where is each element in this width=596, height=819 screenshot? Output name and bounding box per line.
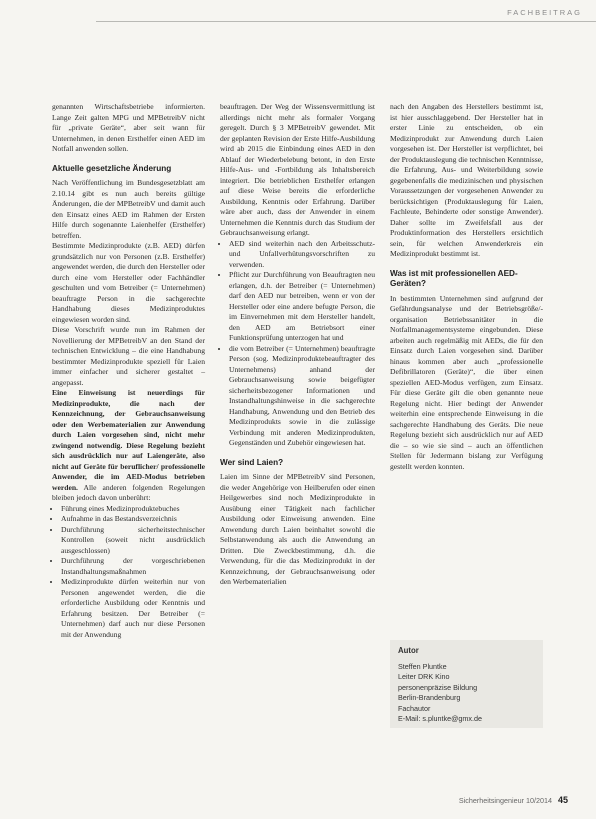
- header-divider: [96, 21, 596, 22]
- column-2: [220, 102, 375, 588]
- paragraph: Laien im Sinne der MPBetreibV sind Personen, die weder Angehörige von Heilberufen oder einen Heilgewerbes sind noch Medizinprodukte in Ausübung einer Tätigkeit nach fachlicher Ausbildung oder Einweisung anwenden. Eine Anwendung durch Laien beinhaltet sowohl die Selbstanwendung als auch die Anwendung an Dritten. Die Zweckbestimmung, d.h. die Verwendung, für die das Medizinprodukt in der Kennzeichnung, der Gebrauchsanweisung oder den Werbematerialien: [220, 472, 375, 586]
- column-3: [390, 102, 543, 472]
- list-item: • Durchführung sicherheitstechnischer Kontrollen (soweit nicht ausdrücklich ausgeschlossen): [61, 525, 205, 557]
- list-item: • Führung eines Medizinproduktebuches: [61, 504, 205, 515]
- author-line: personenpräzise Bildung: [398, 682, 478, 692]
- page-footer: [459, 795, 568, 805]
- author-line: Leiter DRK Kino: [398, 672, 450, 682]
- journal-name: Sicherheitsingenieur 10/2014: [458, 796, 552, 805]
- page-number: 45: [557, 795, 568, 805]
- section-heading: Was ist mit professionellen AED-Geräten?: [390, 268, 518, 288]
- paragraph: beauftragen. Der Weg der Wissensvermittlung ist allerdings nicht mehr als formaler Vorgang geregelt. Durch § 3 MPBetreibV gewendet. Mit der geplanten Revision der Erste Hilfe-Ausbildung wird ab 2015 die Einbindung eines AED in den Ablauf der Wiederbelebung betont, in den Erste Hilfe-Aus- und -Fortbildung als Inhaltsbereich integriert. Die betrieblichen Ersthelfer erlangen auf diese Weise bereits die erforderliche Ausbildung, Kenntnis oder Erfahrung. Darüber wäre aber auch, dass der Anwender in einem Unternehmen die Kenntnis durch das Studium der Gebrauchsanweisung erlangt.: [220, 102, 375, 237]
- paragraph: genannten Wirtschaftsbetriebe informierten. Lange Zeit galten MPG und MPBetreibV nicht für „private Geräte“, aber seit wann für Unternehmen, in denen Ersthelfer einen AED im Notfall anwenden sollen.: [52, 102, 205, 153]
- author-details: [398, 662, 482, 724]
- paragraph: Nach Veröffentlichung im Bundesgesetzblatt am 2.10.14 gibt es nun auch bereits gültige Änderungen, die der MPBetreibV und damit auch den Einsatz eines AED im Rahmen der Ersten Hilfe durch sogenannte Laienhelfer (Ersthelfer) betreffen.: [52, 178, 205, 240]
- paragraph: Diese Vorschrift wurde nun im Rahmen der Novellierung der MPBetreibV an den Stand der technischen Entwicklung – die eine Handhabung bestimmter Medizinprodukte speziell für Laien immer einfacher und sicherer gestaltet – angepasst.: [52, 325, 205, 387]
- paragraph: Bestimmte Medizinprodukte (z.B. AED) dürfen grundsätzlich nur von Personen (z.B. Ersthelfer) angewendet werden, die durch den Hersteller oder durch eine vom Hersteller oder Fachhändler geschulten und vom Betreiber (= Unternehmen) beauftragte Person in die sachgerechte Handhabung dieses Medizinproduktes eingewiesen worden sind.: [52, 241, 205, 324]
- list-item: • Pflicht zur Durchführung von Beauftragten neu erlangen, d.h. der Betreiber (= Unternehmen) darf den AED nur betreiben, wenn er von der Hersteller oder eine andere befugte Person, die im Einvernehmen mit dem Hersteller handelt, den AED am Betriebsort einer Funktionsprüfung unterzogen hat und: [229, 270, 375, 344]
- list-item: • die vom Betreiber (= Unternehmen) beauftragte Person (sog. Medizinproduktebeauftragter des Unternehmens) anhand der Gebrauchsanweisung sowie beigefügter sicherheitsbezogener Informationen und Instandhaltungshinweise in die sachgerechte Handhabung, Anwendung und den Betrieb des Medizinprodukts sowie in die zulässige Verbindung mit anderen Medizinprodukten, Gegenständen und Zubehör eingewiesen hat.: [229, 344, 375, 449]
- author-line: Steffen Pluntke: [398, 662, 447, 671]
- list-item: • AED sind weiterhin nach den Arbeitsschutz- und Unfallverhütungsvorschriften zu verwenden.: [229, 239, 375, 271]
- author-box: [390, 640, 543, 728]
- section-label: FACHBEITRAG: [507, 8, 582, 17]
- section-heading: Wer sind Laien?: [220, 457, 284, 467]
- bold-text: Eine Einweisung ist neuerdings für Medizinprodukte, die nach der Kennzeichnung, der Gebrauchsanweisung oder den Werbematerialien zur Anwendung durch Laien vorgesehen sind, nicht mehr zwingend notwendig. Diese Regelung bezieht sich ausdrücklich nur auf Laiengeräte, also nicht auf Geräte für beruflicher/ professionelle Anwender, die im AED-Modus betrieben werden.: [52, 388, 205, 492]
- paragraph: In bestimmten Unternehmen sind aufgrund der Gefährdungsanalyse und der Betriebsgröße/-organisation Betriebssanitäter in die Notfallmanagementsysteme eingebunden. Diese arbeiten auch regelmäßig mit AEDs, die für den Einsatz durch Laien vorgesehen sind. Darüber hinaus kommen aber auch „professionelle Defibrillatoren (Geräte)“, die über einen speziellen AED-Modus verfügen, zum Einsatz. Für diese Geräte gilt die oben genannte neue Regelung nicht. Hier bedingt der Anwender weiterhin eine entsprechende Einweisung in die sachgerechte Handhabung des Geräts. Die neue Regelung bezieht sich ausdrücklich nur auf AED die – so wie sie sind – auch an öffentlichen Stellen für Jedermann bislang zur Verfügung gestellt werden konnten.: [390, 293, 543, 471]
- paragraph: [52, 388, 205, 504]
- author-line: Berlin-Brandenburg: [398, 693, 461, 703]
- column-1: [52, 102, 205, 640]
- author-email: E-Mail: s.pluntke@gmx.de: [398, 714, 482, 724]
- bullet-list: [220, 239, 375, 449]
- paragraph: nach den Angaben des Herstellers bestimmt ist, ist hier ausschlaggebend. Der Hersteller hat in erster Linie zu entscheiden, ob ein Medizinprodukt zur Anwendung durch Laien vorgesehen ist. Der Hersteller ist verpflichtet, bei der Produktauslegung die technischen Kenntnisse, die Erfahrung, Aus- und Weiterbildung sowie gegebenenfalls die medizinischen und physischen Voraussetzungen der vorgesehenen Anwender zu berücksichtigen (Produktauslegung für Laien, Fachleute, Behinderte oder sonstige Anwender). Daher sollte im Zweifelsfall aus der Produktinformation des Herstellers ersichtlich sein, für welchen Anwenderkreis ein Medizinprodukt bestimmt ist.: [390, 102, 543, 258]
- bullet-list: [52, 504, 205, 641]
- author-line: Fachautor: [398, 703, 431, 713]
- text: Alle anderen folgenden Regelungen bleiben jedoch davon unberührt:: [52, 482, 205, 502]
- list-item: • Aufnahme in das Bestandsverzeichnis: [61, 514, 205, 525]
- author-title: Autor: [398, 646, 419, 655]
- list-item: • Durchführung der vorgeschriebenen Instandhaltungsmaßnahmen: [61, 556, 205, 577]
- list-item: • Medizinprodukte dürfen weiterhin nur von Personen angewendet werden, die die erforderliche Ausbildung oder Kenntnis und Erfahrung besitzen. Der Betreiber (= Unternehmen) darf auch nur diese Personen mit der Anwendung: [61, 577, 205, 640]
- section-heading: Aktuelle gesetzliche Änderung: [52, 163, 172, 173]
